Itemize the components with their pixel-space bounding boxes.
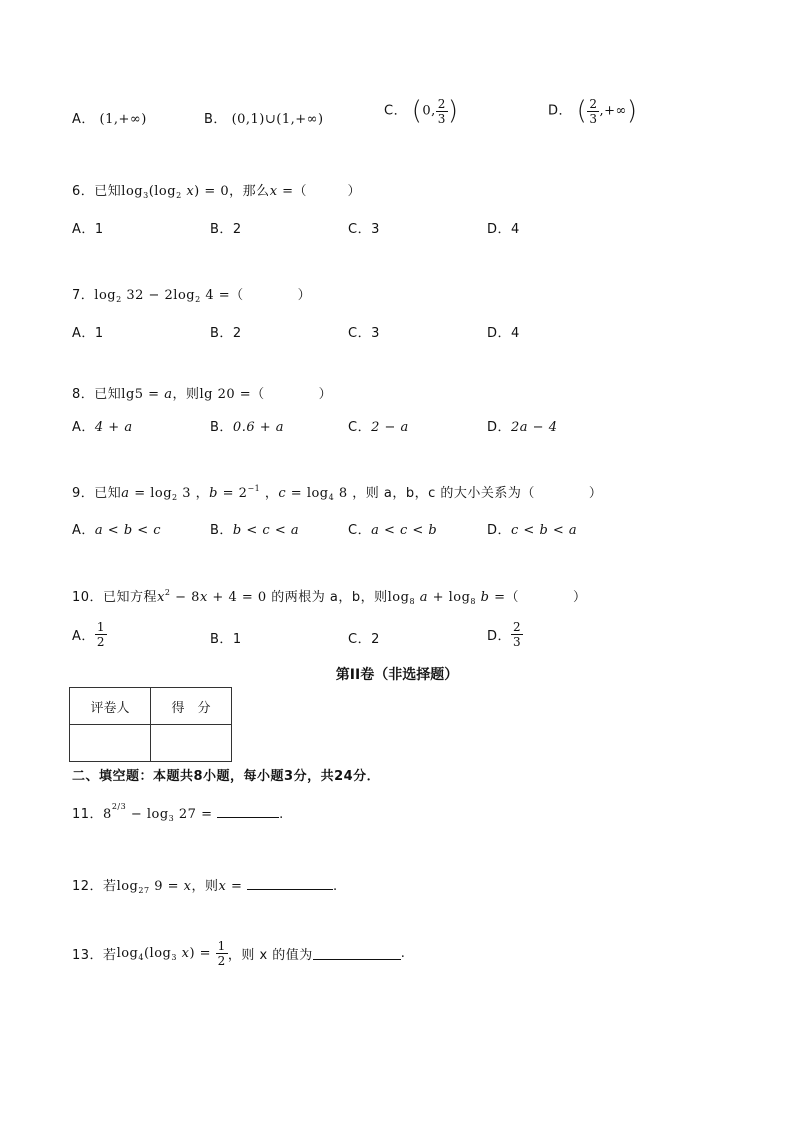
math-expression: $x^2 - 8x + 4 = 0$ [157, 588, 272, 605]
q10-option-c: C．2 [348, 632, 380, 647]
math-expression: $\log_3(\log_2$ x) = 0 [121, 184, 230, 200]
math-expression: $\log_2 32 - 2\log_2$ 4 [94, 288, 215, 304]
q9-option-d: D．c < b < a [487, 523, 578, 538]
q10-option-a: A． $\frac{1}{2}$ [72, 620, 106, 649]
score-cell [151, 725, 232, 762]
q8-option-d: D．2a − 4 [487, 420, 558, 435]
q10-option-d: D． $\frac{2}{3}$ [487, 620, 522, 649]
option-letter: A． [72, 112, 95, 127]
answer-paren: =（ ） [214, 288, 312, 303]
option-text: (1,+∞) [99, 112, 147, 127]
question-text: 已知 [94, 184, 122, 199]
option-letter: B． [204, 112, 227, 127]
question-text: ，那么 [229, 184, 270, 199]
math-expression: $\log_4(\log_3$ x) = [116, 946, 216, 962]
question-11: 11．$8^{2/3} - \log_3 27$ = . [72, 802, 284, 823]
question-text: 已知 [94, 387, 122, 402]
answer-blank[interactable] [217, 806, 279, 818]
question-text: ，则 x 的值为 [227, 948, 313, 963]
interval-end: ,+∞ [599, 103, 627, 119]
question-number: 6． [72, 184, 95, 199]
answer-paren: =（ ） [235, 387, 333, 402]
fraction: $\frac{1}{2}$ [217, 939, 226, 968]
q9-option-c: C．a < c < b [348, 523, 438, 538]
question-7 [72, 284, 311, 303]
q7-option-b: B．2 [210, 326, 242, 341]
q5-option-c: C． (0, $\frac{2}{3}$ ) [384, 96, 459, 126]
math-expression: $\log_8 a + \log_8 b$ [387, 590, 490, 606]
question-9 [72, 482, 602, 501]
question-text: 若 [103, 948, 117, 963]
q10-option-b: B．1 [210, 632, 242, 647]
question-text: 已知 [94, 486, 122, 501]
question-text: ，则 [172, 387, 200, 402]
score-table [69, 687, 232, 762]
math-expression: $8^{2/3} - \log_3 27$ = [103, 802, 218, 823]
math-expression: $a = \log_2 3$ ，$b = 2^{-1}$ ，$c = \log_4 8$ [121, 484, 353, 502]
answer-paren: =（ ） [277, 184, 362, 199]
question-text: 已知方程 [103, 590, 158, 605]
q5-option-d: D． ( $\frac{2}{3}$ ,+∞) [548, 96, 638, 126]
fraction: $\frac{1}{2}$ [96, 620, 106, 649]
option-letter: C． [384, 103, 408, 119]
q9-option-b: B．b < c < a [210, 523, 300, 538]
question-number: 10． [72, 590, 104, 605]
q6-option-a: A．1 [72, 222, 104, 237]
question-8 [72, 383, 332, 402]
answer-blank[interactable] [247, 878, 333, 890]
question-12: 12．若$\log_{27} 9 = x$，则x = . [72, 879, 338, 895]
grader-cell [70, 725, 151, 762]
fraction: $\frac{2}{3}$ [437, 96, 446, 126]
math-expression: $\log_{27} 9 = x$ [116, 879, 192, 895]
option-text: (0,1)∪(1,+∞) [231, 112, 324, 127]
q7-option-a: A．1 [72, 326, 104, 341]
q6-option-b: B．2 [210, 222, 242, 237]
math-expression: lg5 = a [121, 387, 173, 402]
math-variable: x [269, 184, 278, 199]
fraction: $\frac{2}{3}$ [589, 96, 598, 126]
question-number: 7． [72, 288, 95, 303]
fraction: $\frac{2}{3}$ [513, 620, 522, 649]
question-number: 9． [72, 486, 95, 501]
part2-title: 第II卷（非选择题） [335, 667, 459, 683]
q9-option-a: A．a < b < c [72, 523, 162, 538]
q7-option-c: C．3 [348, 326, 380, 341]
grader-header: 评卷人 [70, 688, 151, 725]
q8-option-c: C．2 − a [348, 420, 409, 435]
q8-option-a: A．4 + a [72, 420, 133, 435]
q6-option-d: D．4 [487, 222, 520, 237]
question-text: ，则 [191, 879, 219, 894]
question-13: 13．若$\log_4(\log_3$ x) = $\frac{1}{2}$ ，则 x 的值为 . [72, 939, 406, 968]
question-6 [72, 180, 361, 199]
math-expression: lg 20 [199, 387, 236, 402]
option-letter: D． [548, 103, 573, 119]
interval-start: 0, [422, 103, 436, 119]
question-number: 13． [72, 948, 104, 963]
q7-option-d: D．4 [487, 326, 520, 341]
answer-blank[interactable] [313, 948, 401, 960]
math-expression: x = [218, 879, 247, 894]
question-10 [72, 586, 587, 605]
question-number: 8． [72, 387, 95, 402]
question-text: ，则 a，b，c 的大小关系为（ ） [352, 486, 603, 501]
q6-option-c: C．3 [348, 222, 380, 237]
q5-option-a [72, 108, 147, 127]
q8-option-b: B．0.6 + a [210, 420, 285, 435]
q5-option-b [204, 108, 324, 127]
question-number: 11． [72, 807, 104, 822]
question-text: 若 [103, 879, 117, 894]
question-text: 的两根为 a，b，则 [271, 590, 388, 605]
question-number: 12． [72, 879, 104, 894]
answer-paren: =（ ） [489, 590, 587, 605]
score-header: 得 分 [151, 688, 232, 725]
section-heading: 二、填空题：本题共8小题，每小题3分，共24分． [72, 769, 381, 784]
